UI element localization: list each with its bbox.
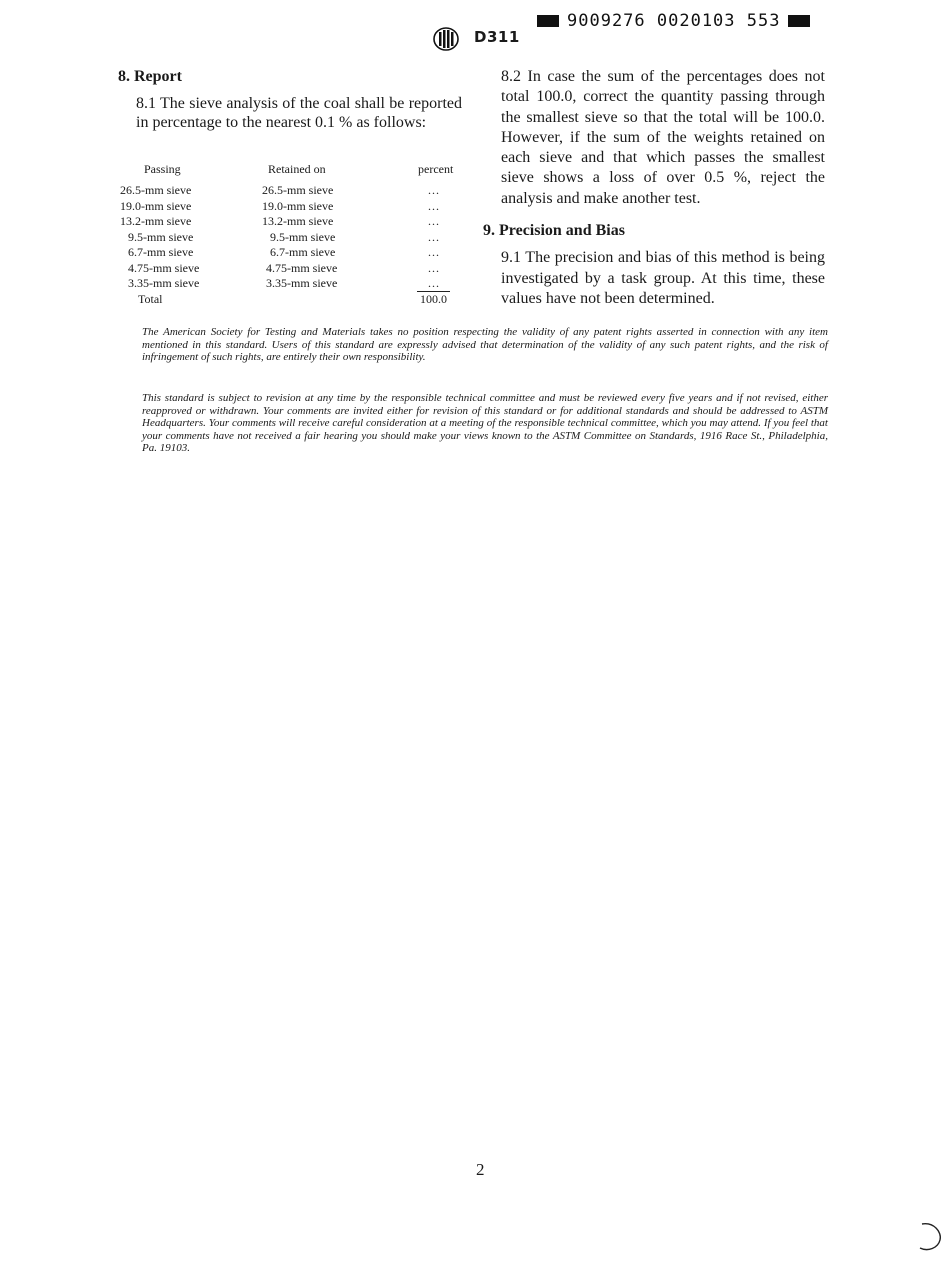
- cell-percent: ...: [428, 214, 440, 228]
- cell-passing: 19.0-mm sieve: [120, 198, 192, 213]
- cell-percent: ...: [428, 229, 440, 244]
- paragraph-9-1: [483, 248, 825, 310]
- astm-logo-icon: [433, 27, 459, 51]
- barcode-number: 9009276 0020103 553: [567, 11, 781, 31]
- cell-passing: 4.75-mm sieve: [128, 260, 200, 275]
- cell-retained: 26.5-mm sieve: [262, 183, 334, 197]
- paragraph-8-1: [118, 94, 462, 132]
- cell-passing: 9.5-mm sieve: [128, 229, 194, 244]
- cell-passing: 13.2-mm sieve: [120, 214, 192, 228]
- cell-retained: 19.0-mm sieve: [262, 198, 334, 213]
- barcode-block-left: [537, 15, 559, 27]
- cell-percent: ...: [428, 276, 440, 290]
- table-total-row: [120, 292, 465, 307]
- table-row: [120, 261, 465, 276]
- table-row: [120, 276, 465, 291]
- cell-passing: 6.7-mm sieve: [128, 245, 194, 259]
- total-label: Total: [138, 292, 163, 306]
- cell-retained: 9.5-mm sieve: [270, 229, 336, 244]
- cell-percent: ...: [428, 260, 440, 275]
- cell-retained: 4.75-mm sieve: [266, 260, 338, 275]
- barcode-block-right: [788, 15, 810, 27]
- column-header-retained: Retained on: [268, 162, 326, 176]
- cell-retained: 6.7-mm sieve: [270, 245, 336, 259]
- paragraph-9-1-text: 9.1 The precision and bias of this method is being investigated by a task group. At this time, these values have not been determined.: [501, 249, 825, 307]
- paragraph-8-2-text: 8.2 In case the sum of the percentages does not total 100.0, correct the quantity passing through the smallest sieve so that the total will be 100.0. However, if the sum of the weights retained on each sieve and that which passes the smallest sieve shows a loss of over 0.5 %, reject the analysis and make another test.: [501, 68, 825, 207]
- cell-retained: 3.35-mm sieve: [266, 276, 338, 290]
- section-9-heading: 9. Precision and Bias: [483, 222, 625, 239]
- cell-percent: ...: [428, 198, 440, 213]
- cell-passing: 3.35-mm sieve: [128, 276, 200, 290]
- column-header-percent: percent: [418, 162, 454, 176]
- cell-percent: ...: [428, 245, 440, 259]
- cell-passing: 26.5-mm sieve: [120, 183, 192, 197]
- revision-notice: [120, 392, 828, 455]
- table-row: [120, 199, 465, 214]
- table-row: [120, 230, 465, 245]
- patent-notice-text: The American Society for Testing and Materials takes no position respecting the validity of any patent rights asserted in connection with any item mentioned in this standard. Users of this standard are expressly advised that determination of the validity of any such patent rights, and the risk of infringement of such rights, are entirely their own responsibility.: [142, 326, 828, 364]
- paragraph-8-1-text: 8.1 The sieve analysis of the coal shall be reported in percentage to the nearest 0.1 % as follows:: [136, 95, 462, 131]
- cell-percent: ...: [428, 183, 440, 197]
- standard-designation: D311: [474, 28, 520, 46]
- paragraph-8-2: [483, 67, 825, 209]
- corner-curl-mark: [918, 1218, 944, 1254]
- revision-notice-text: This standard is subject to revision at any time by the responsible technical committee and must be reviewed every five years and if not revised, either reapproved or withdrawn. Your comments are invited either for revision of this standard or for additional standards and should be addressed to ASTM Headquarters. Your comments will receive careful consideration at a meeting of the responsible technical committee, which you may attend. If you feel that your comments have not received a fair hearing you should make your views known to the ASTM Committee on Standards, 1916 Race St., Philadelphia, Pa. 19103.: [142, 392, 828, 455]
- document-barcode: [537, 11, 810, 31]
- total-value: 100.0: [417, 291, 450, 307]
- column-header-passing: Passing: [144, 162, 181, 176]
- patent-notice: [120, 326, 828, 364]
- cell-retained: 13.2-mm sieve: [262, 214, 334, 228]
- table-row: [120, 214, 465, 229]
- table-row: [120, 183, 465, 198]
- table-row: [120, 245, 465, 260]
- page-number: 2: [476, 1160, 485, 1179]
- section-8-heading: 8. Report: [118, 68, 182, 85]
